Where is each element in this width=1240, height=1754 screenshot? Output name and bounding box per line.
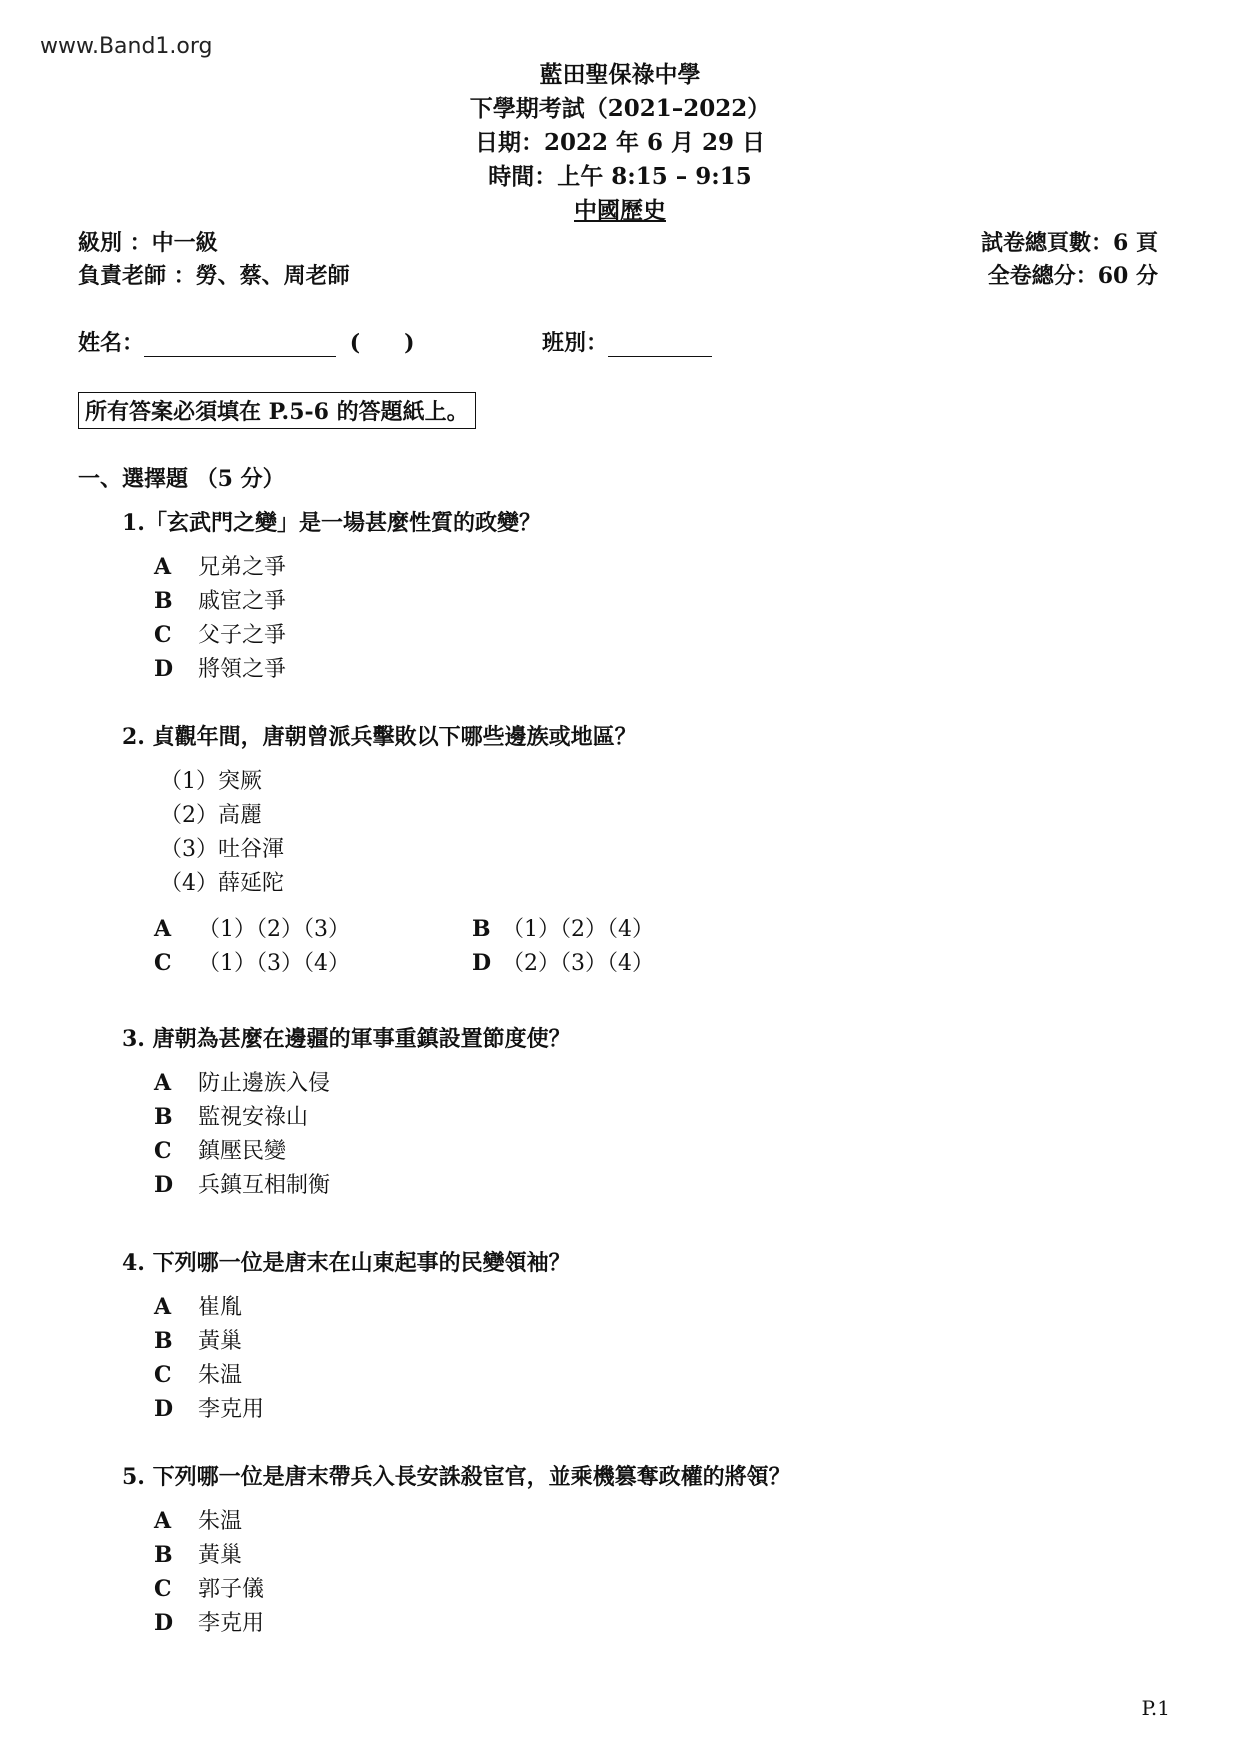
question-5-stem: 5. 下列哪一位是唐末帶兵入長安誅殺宦官，並乘機篡奪政權的將領？ (122, 1464, 791, 1490)
school-name: 藍田聖保祿中學 (539, 61, 701, 88)
question-2-item-4: （4）薛延陀 (160, 871, 284, 896)
question-2-stem: 2. 貞觀年間，唐朝曾派兵擊敗以下哪些邊族或地區？ (122, 724, 637, 750)
total-marks-label: 全卷總分：60 分 (987, 263, 1158, 289)
question-3-option-a: A 防止邊族入侵 (154, 1070, 331, 1096)
teachers-label: 負責老師 ：勞、蔡、周老師 (78, 263, 350, 289)
question-5-option-b: B 黃巢 (154, 1542, 243, 1568)
question-2-item-3: （3）吐谷渾 (160, 837, 284, 862)
question-5-option-d: D 李克用 (154, 1610, 265, 1636)
question-3-option-c: C 鎮壓民變 (154, 1138, 287, 1164)
question-4-option-d: D 李克用 (154, 1396, 265, 1422)
exam-time: 時間：上午 8:15 – 9:15 (488, 163, 752, 190)
question-2-item-1: （1）突厥 (160, 769, 262, 794)
question-1-option-d: D 將領之爭 (154, 656, 287, 682)
website-watermark: www.Band1.org (40, 34, 213, 59)
question-1-stem: 1.「玄武門之變」是一場甚麼性質的政變？ (122, 510, 541, 536)
question-5-option-c: C 郭子儀 (154, 1576, 265, 1602)
grade-label: 級別 ：中一級 (78, 230, 218, 256)
question-2-option-b: B （1）（2）（4） (472, 916, 654, 942)
name-field[interactable] (78, 326, 415, 357)
subject-title: 中國歷史 (574, 197, 666, 224)
question-1-option-b: B 戚宦之爭 (154, 588, 287, 614)
question-4-option-b: B 黃巢 (154, 1328, 243, 1354)
question-4-option-a: A 崔胤 (154, 1294, 243, 1320)
page-number: P.1 (1141, 1696, 1170, 1720)
question-2-option-c: C （1）（3）（4） (154, 950, 350, 976)
name-blank[interactable] (144, 336, 336, 357)
question-3-stem: 3. 唐朝為甚麼在邊疆的軍事重鎮設置節度使？ (122, 1026, 571, 1052)
section-title: 一、選擇題 （5 分） (78, 466, 285, 492)
question-2-item-2: （2）高麗 (160, 803, 262, 828)
answer-notice-box: 所有答案必須填在 P.5-6 的答題紙上。 (78, 392, 476, 429)
question-1-option-c: C 父子之爭 (154, 622, 287, 648)
class-blank[interactable] (608, 336, 712, 357)
question-1-option-a: A 兄弟之爭 (154, 554, 287, 580)
exam-title: 下學期考試（2021–2022） (469, 95, 771, 122)
question-3-option-b: B 監視安祿山 (154, 1104, 309, 1130)
class-field[interactable] (542, 326, 712, 357)
question-4-option-c: C 朱温 (154, 1362, 243, 1388)
class-label: 班別： (542, 330, 609, 356)
exam-date: 日期：2022 年 6 月 29 日 (474, 129, 766, 156)
question-3-option-d: D 兵鎮互相制衡 (154, 1172, 331, 1198)
question-4-stem: 4. 下列哪一位是唐末在山東起事的民變領袖？ (122, 1250, 571, 1276)
question-2-option-d: D （2）（3）（4） (472, 950, 654, 976)
total-pages-label: 試卷總頁數：6 頁 (981, 230, 1158, 256)
name-label: 姓名： (78, 330, 145, 356)
question-2-option-a: A （1）（2）（3） (154, 916, 350, 942)
class-number-parens[interactable]: ( ) (349, 330, 415, 356)
question-5-option-a: A 朱温 (154, 1508, 243, 1534)
